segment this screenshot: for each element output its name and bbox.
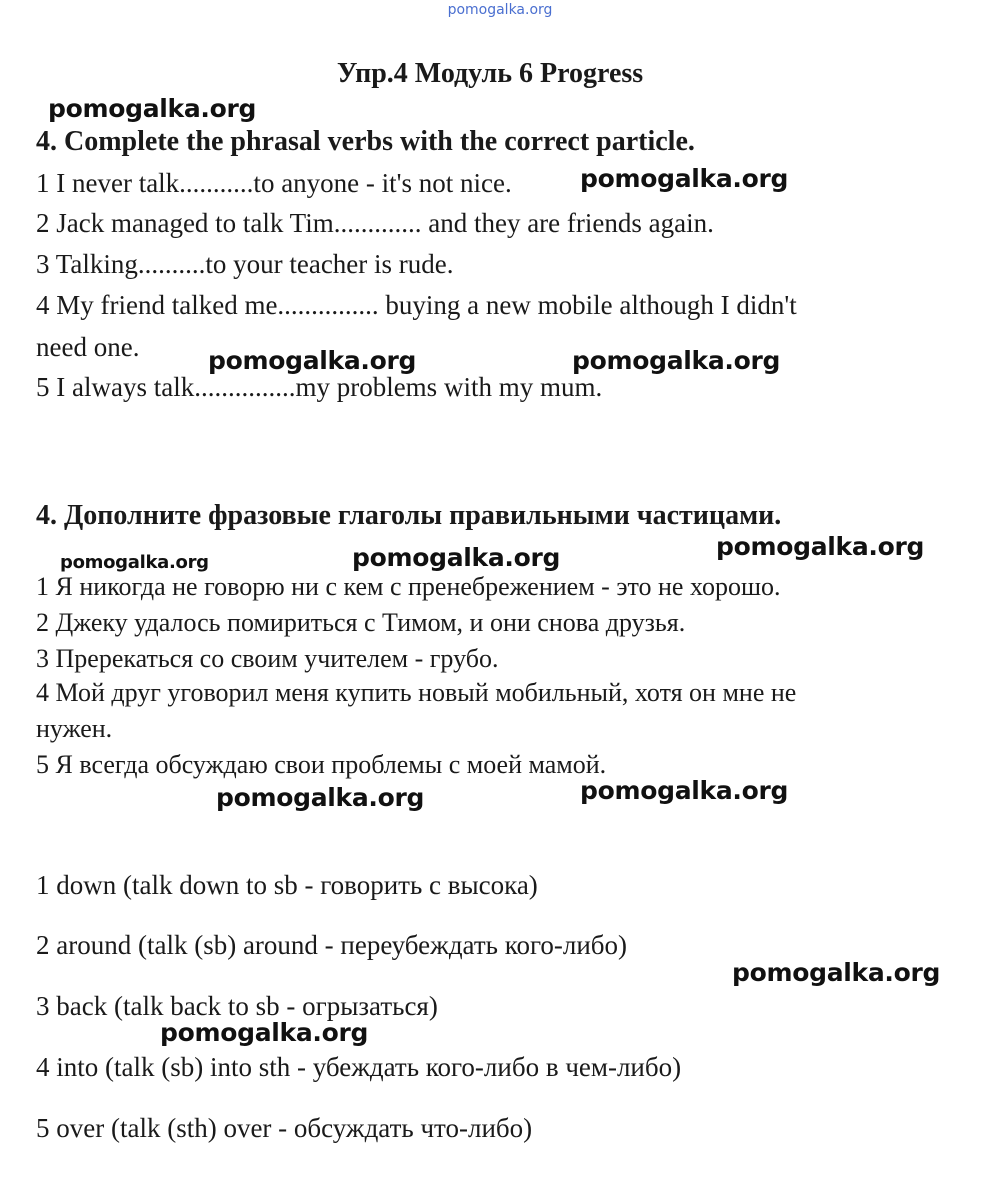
page-title: [0, 58, 1000, 90]
watermark: pomogalka.org: [60, 552, 209, 573]
watermark: pomogalka.org: [716, 532, 925, 561]
answer-1: 1 down (talk down to sb - говорить с высока): [36, 870, 538, 900]
russian-sentence-1: 1 Я никогда не говорю ни с кем с пренебрежением - это не хорошо.: [36, 572, 781, 601]
watermark: pomogalka.org: [572, 346, 781, 375]
watermark: pomogalka.org: [580, 164, 789, 193]
english-sentence-2: 2 Jack managed to talk Tim............. and they are friends again.: [36, 208, 714, 238]
answer-3: 3 back (talk back to sb - огрызаться): [36, 991, 438, 1021]
russian-sentence-3: 3 Пререкаться со своим учителем - грубо.: [36, 644, 499, 673]
watermark: pomogalka.org: [216, 783, 425, 812]
watermark: pomogalka.org: [352, 543, 561, 572]
watermark: pomogalka.org: [208, 346, 417, 375]
watermark: pomogalka.org: [580, 776, 789, 805]
page-title-text: Упр.4 Модуль 6 Progress: [336, 58, 644, 89]
answer-2: 2 around (talk (sb) around - переубеждать кого-либо): [36, 930, 627, 960]
english-task-heading: 4. Complete the phrasal verbs with the correct particle.: [36, 126, 695, 157]
watermark: pomogalka.org: [732, 958, 941, 987]
answer-5: 5 over (talk (sth) over - обсуждать что-либо): [36, 1113, 533, 1143]
site-url-link[interactable]: pomogalka.org: [447, 2, 553, 18]
english-sentence-4: 4 My friend talked me............... buying a new mobile although I didn't: [36, 290, 797, 320]
english-sentence-3: 3 Talking..........to your teacher is rude.: [36, 249, 454, 279]
watermark: pomogalka.org: [160, 1018, 369, 1047]
english-sentence-1: 1 I never talk...........to anyone - it's not nice.: [36, 168, 512, 198]
russian-sentence-2: 2 Джеку удалось помириться с Тимом, и они снова друзья.: [36, 608, 686, 637]
english-sentence-5: 5 I always talk...............my problems with my mum.: [36, 372, 603, 402]
russian-task-heading: 4. Дополните фразовые глаголы правильными частицами.: [36, 500, 782, 531]
russian-sentence-4-continued: нужен.: [36, 714, 113, 743]
russian-sentence-5: 5 Я всегда обсуждаю свои проблемы с моей мамой.: [36, 750, 607, 779]
watermark: pomogalka.org: [48, 94, 257, 123]
english-sentence-4-continued: need one.: [36, 332, 140, 362]
answer-4: 4 into (talk (sb) into sth - убеждать кого-либо в чем-либо): [36, 1052, 682, 1082]
russian-sentence-4: 4 Мой друг уговорил меня купить новый мобильный, хотя он мне не: [36, 678, 797, 707]
